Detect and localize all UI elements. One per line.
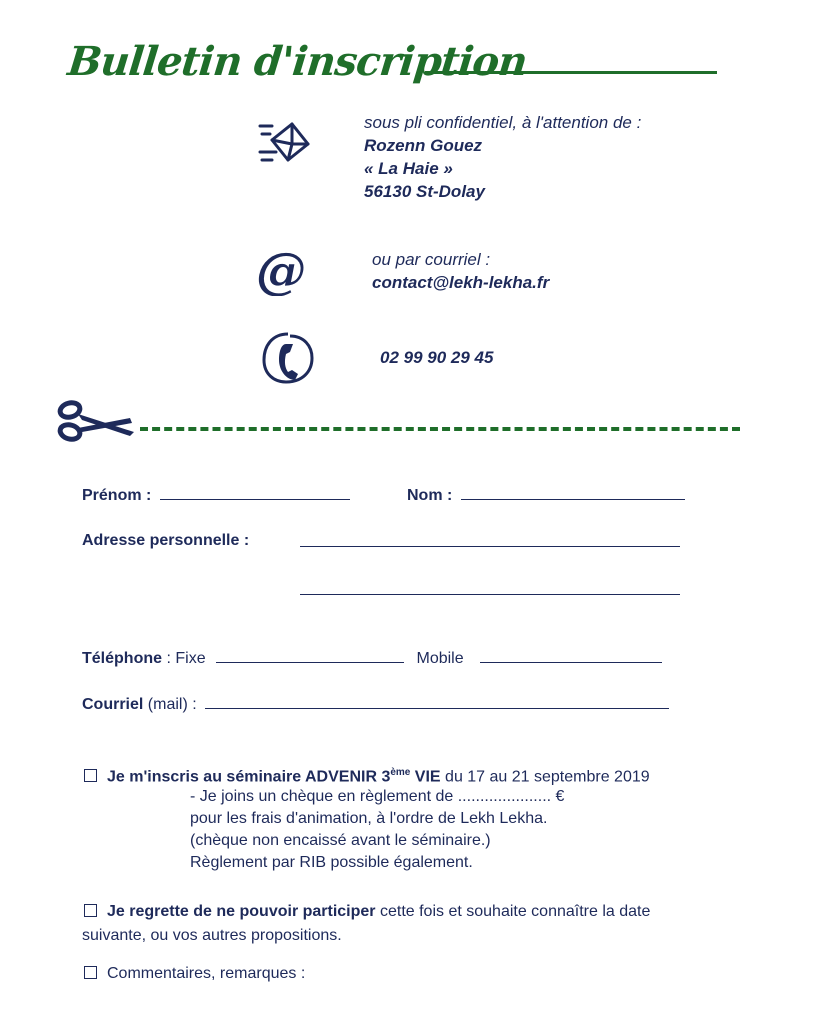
rib-line: Règlement par RIB possible également. [190, 854, 473, 871]
mobile-label: Mobile [416, 650, 464, 667]
adresse-row [82, 532, 249, 550]
comments-label: Commentaires, remarques : [107, 965, 306, 982]
cut-line [140, 427, 740, 431]
phone-icon [260, 330, 316, 386]
inscription-details [190, 786, 564, 874]
at-sign-icon [256, 244, 312, 296]
recipient-place: « La Haie » [364, 159, 453, 178]
inscription-option [84, 762, 650, 788]
prenom-row [82, 485, 350, 505]
recipient-city: 56130 St-Dolay [364, 182, 485, 201]
nom-field[interactable] [461, 485, 685, 500]
fixe-field[interactable] [216, 648, 404, 663]
title-underline [425, 71, 717, 74]
prenom-label: Prénom : [82, 487, 152, 504]
regret-bold: Je regrette de ne pouvoir participer [107, 903, 376, 920]
phone-block [380, 346, 493, 369]
courriel-suffix: (mail) : [147, 696, 197, 713]
courriel-label: Courriel [82, 696, 144, 713]
fixe-label: : Fixe [166, 650, 206, 667]
regret-checkbox[interactable] [84, 904, 97, 917]
cheque-line: - Je joins un chèque en règlement de ..................... € [190, 788, 565, 805]
inscription-checkbox[interactable] [84, 769, 97, 782]
email-block [372, 248, 549, 294]
prenom-field[interactable] [160, 485, 350, 500]
email-address[interactable]: contact@lekh-lekha.fr [372, 273, 550, 292]
adresse-field-1[interactable] [300, 532, 680, 547]
recipient-name: Rozenn Gouez [364, 136, 483, 155]
telephone-label: Téléphone [82, 650, 163, 667]
mail-address-block [364, 111, 641, 203]
mail-intro: sous pli confidentiel, à l'attention de : [364, 113, 642, 132]
phone-number[interactable]: 02 99 90 29 45 [380, 348, 494, 367]
mobile-field[interactable] [480, 648, 662, 663]
email-intro: ou par courriel : [372, 250, 491, 269]
adresse-field-2[interactable] [300, 580, 680, 595]
regret-rest: cette fois et souhaite connaître la date [375, 903, 651, 920]
comments-option [84, 963, 305, 985]
page-title: Bulletin d'inscription [65, 38, 529, 85]
encaisse-line: (chèque non encaissé avant le séminaire.) [190, 832, 491, 849]
inscription-sup: ème [390, 767, 411, 778]
courriel-row [82, 694, 669, 714]
nom-row [407, 485, 685, 505]
courriel-field[interactable] [205, 694, 669, 709]
comments-checkbox[interactable] [84, 966, 97, 979]
regret-option [84, 901, 764, 923]
regret-line2: suivante, ou vos autres propositions. [82, 927, 342, 944]
svg-text:@: @ [256, 244, 306, 296]
inscription-rest: du 17 au 21 septembre 2019 [440, 768, 650, 786]
inscription-bold2: VIE [410, 768, 441, 786]
inscription-bold: Je m'inscris au séminaire ADVENIR 3 [107, 768, 391, 786]
adresse-label: Adresse personnelle : [82, 532, 250, 549]
envelope-icon [258, 118, 312, 168]
frais-line: pour les frais d'animation, à l'ordre de Lekh Lekha. [190, 810, 548, 827]
telephone-row [82, 648, 662, 668]
nom-label: Nom : [407, 487, 453, 504]
scissors-icon [56, 398, 138, 446]
